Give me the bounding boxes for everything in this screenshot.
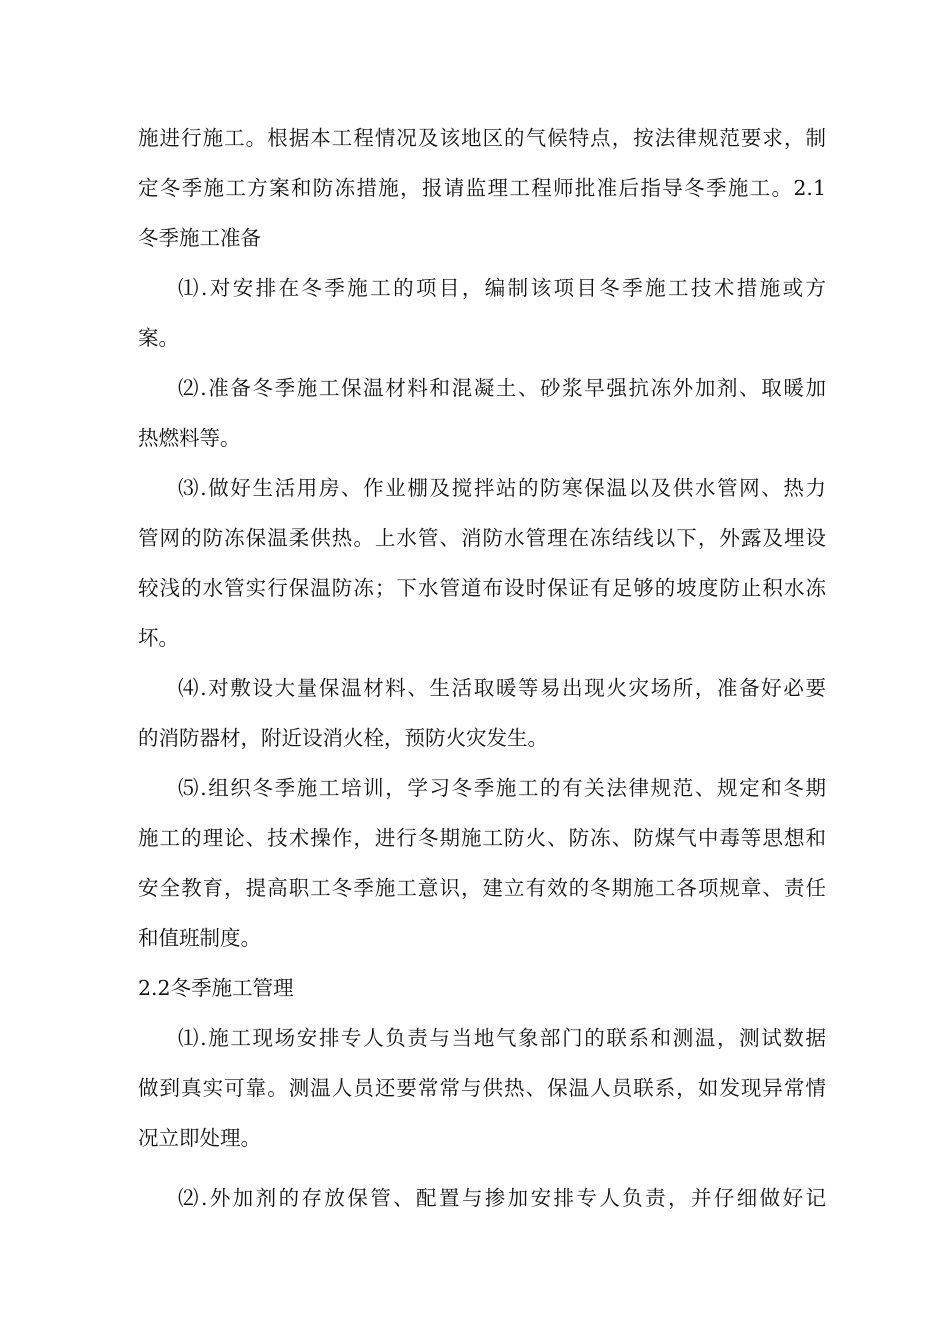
- text-line: ⑵.准备冬季施工保温材料和混凝土、砂浆早强抗冻外加剂、取暖加: [178, 376, 826, 400]
- text-line: ⑴.施工现场安排专人负责与当地气象部门的联系和测温，测试数据: [178, 1026, 826, 1050]
- text-line: ⑷.对敷设大量保温材料、生活取暖等易出现火灾场所，准备好必要: [178, 676, 826, 700]
- text-line: ⑸.组织冬季施工培训，学习冬季施工的有关法律规范、规定和冬期: [178, 776, 826, 800]
- text-line: 坏。: [138, 626, 179, 650]
- text-line: 冬季施工准备: [138, 226, 261, 250]
- text-line: 2.2冬季施工管理: [138, 976, 294, 1000]
- text-line: 施进行施工。根据本工程情况及该地区的气候特点，按法律规范要求，制: [138, 126, 826, 150]
- text-line: ⑶.做好生活用房、作业棚及搅拌站的防寒保温以及供水管网、热力: [178, 476, 826, 500]
- text-line: 做到真实可靠。测温人员还要常常与供热、保温人员联系，如发现异常情: [138, 1076, 826, 1100]
- text-line: 定冬季施工方案和防冻措施，报请监理工程师批准后指导冬季施工。2.1: [138, 176, 826, 200]
- text-line: 的消防器材，附近设消火栓，预防火灾发生。: [138, 726, 548, 750]
- text-line: ⑴.对安排在冬季施工的项目，编制该项目冬季施工技术措施或方: [178, 276, 826, 300]
- text-line: 施工的理论、技术操作，进行冬期施工防火、防冻、防煤气中毒等思想和: [138, 826, 826, 850]
- text-line: ⑵.外加剂的存放保管、配置与掺加安排专人负责，并仔细做好记: [178, 1186, 826, 1210]
- text-line: 热燃料等。: [138, 426, 241, 450]
- text-line: 案。: [138, 326, 179, 350]
- text-line: 和值班制度。: [138, 926, 261, 950]
- text-line: 较浅的水管实行保温防冻；下水管道布设时保证有足够的坡度防止积水冻: [138, 576, 826, 600]
- text-line: 安全教育，提高职工冬季施工意识，建立有效的冬期施工各项规章、责任: [138, 876, 826, 900]
- text-line: 管网的防冻保温柔供热。上水管、消防水管理在冻结线以下，外露及埋设: [138, 526, 826, 550]
- text-line: 况立即处理。: [138, 1126, 261, 1150]
